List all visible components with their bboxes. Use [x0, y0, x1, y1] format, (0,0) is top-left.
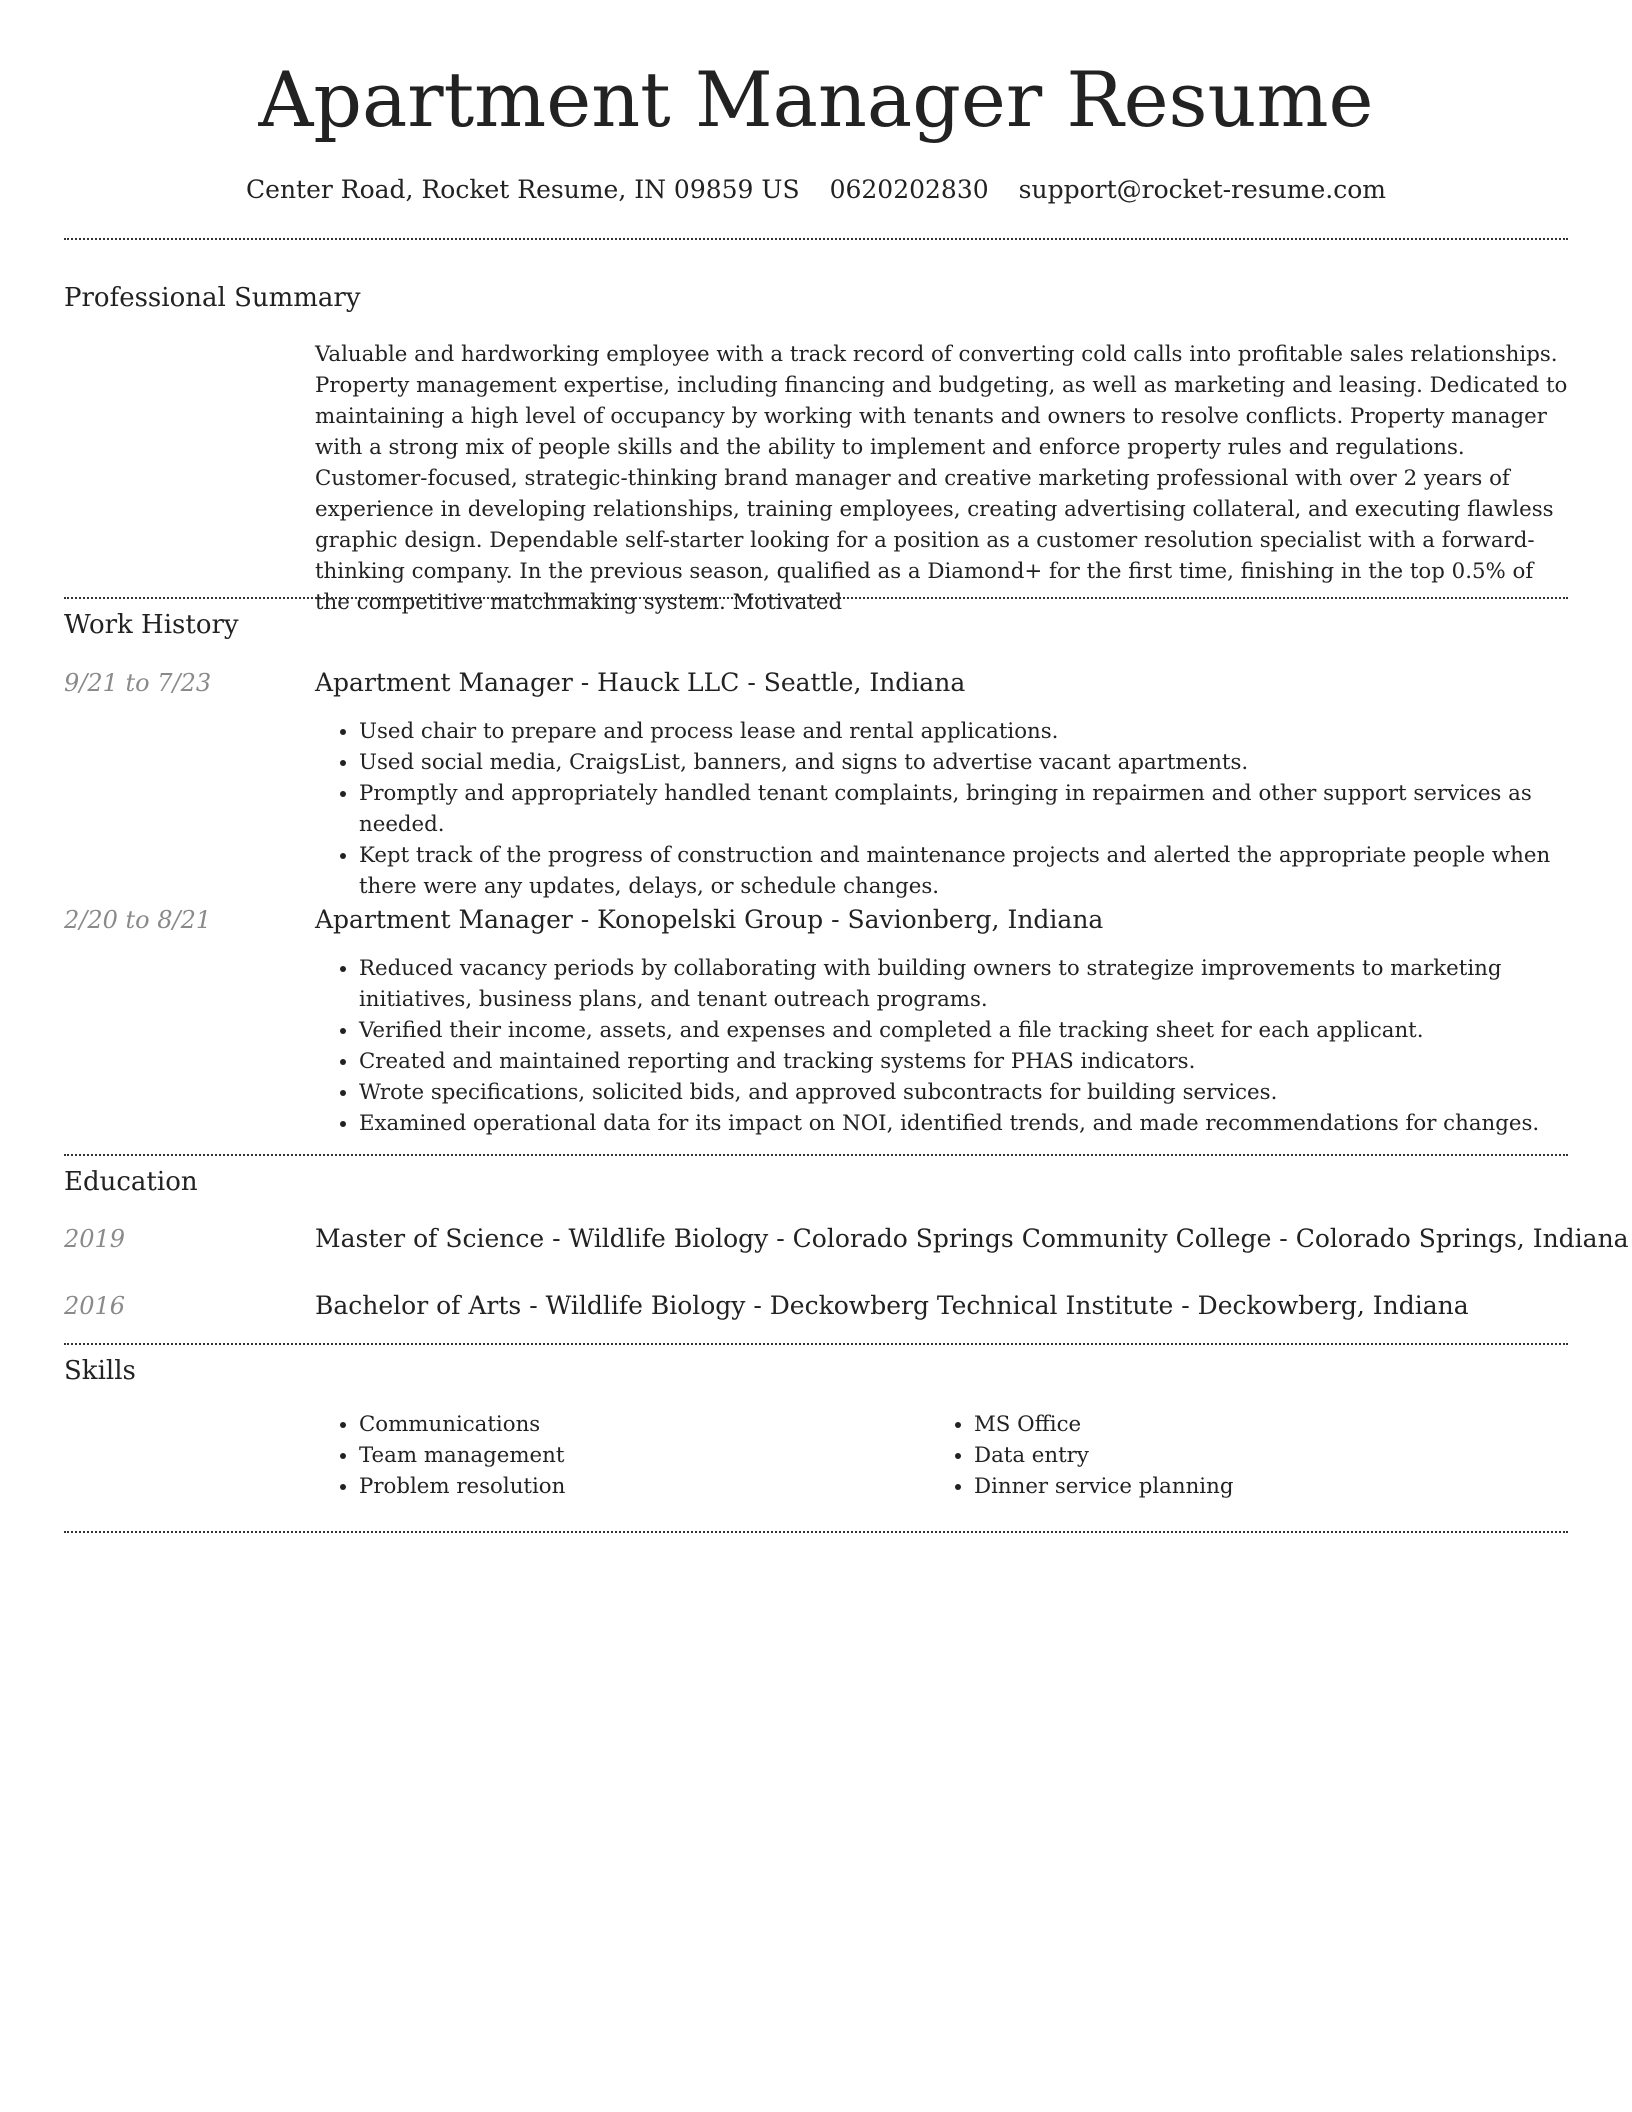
job-bullet: • Promptly and appropriately handled tenant complaints, bringing in repairmen and other support services as needed. — [359, 778, 1573, 840]
contact-address: Center Road, Rocket Resume, IN 09859 US — [246, 175, 800, 204]
skill-item: • Dinner service planning — [974, 1471, 1530, 1502]
divider — [64, 1531, 1568, 1533]
job-title: Apartment Manager - Hauck LLC - Seattle, Indiana — [315, 668, 966, 697]
contact-line — [0, 170, 1632, 210]
job-bullet: • Created and maintained reporting and tracking systems for PHAS indicators. — [359, 1046, 1573, 1077]
job-bullet: • Wrote specifications, solicited bids, and approved subcontracts for building services. — [359, 1077, 1573, 1108]
divider — [64, 597, 1568, 599]
divider — [64, 238, 1568, 240]
skills-list-left — [315, 1409, 915, 1502]
divider — [64, 1154, 1568, 1156]
skill-item: • MS Office — [974, 1409, 1530, 1440]
skill-item: • Communications — [359, 1409, 915, 1440]
contact-email: support@rocket-resume.com — [1018, 175, 1386, 204]
education-year: 2016 — [64, 1292, 126, 1320]
skill-item: • Problem resolution — [359, 1471, 915, 1502]
summary-text: Valuable and hardworking employee with a track record of converting cold calls into profitable sales relationships. Property management expertise, including financing and budgeting, as well as marketing and leasing. Dedicated to maintaining a high level of occupancy by working with tenants and owners to resolve conflicts. Property manager with a strong mix of people skills and the ability to implement and enforce property rules and regulations. Customer-focused, strategic-thinking brand manager and creative marketing professional with over 2 years of experience in developing relationships, training employees, creating advertising collateral, and executing flawless graphic design. Dependable self-starter looking for a position as a customer resolution specialist with a forward-thinking company. In the previous season, qualified as a Diamond+ for the first time, finishing in the top 0.5% of the competitive matchmaking system. Motivated — [315, 342, 1568, 615]
job-bullet: • Examined operational data for its impact on NOI, identified trends, and made recommendations for changes. — [359, 1108, 1573, 1139]
skills-list-right — [930, 1409, 1530, 1502]
skill-item: • Team management — [359, 1440, 915, 1471]
section-heading-summary: Professional Summary — [64, 283, 361, 313]
section-heading-work: Work History — [64, 610, 239, 640]
job-bullets — [315, 953, 1573, 1139]
job-bullet: • Kept track of the progress of construction and maintenance projects and alerted the appropriate people when there were any updates, delays, or schedule changes. — [359, 840, 1573, 902]
resume-title: Apartment Manager Resume — [258, 55, 1374, 144]
job-dates: 2/20 to 8/21 — [64, 906, 212, 934]
job-dates: 9/21 to 7/23 — [64, 669, 212, 697]
job-bullet: • Used social media, CraigsList, banners, and signs to advertise vacant apartments. — [359, 747, 1573, 778]
skill-item: • Data entry — [974, 1440, 1530, 1471]
contact-phone: 0620202830 — [829, 175, 989, 204]
education-title: Bachelor of Arts - Wildlife Biology - Deckowberg Technical Institute - Deckowberg, Indiana — [315, 1291, 1469, 1320]
section-heading-education: Education — [64, 1167, 198, 1197]
education-title: Master of Science - Wildlife Biology - Colorado Springs Community College - Colorado Springs, Indiana — [315, 1224, 1629, 1253]
job-bullets — [315, 716, 1573, 902]
education-year: 2019 — [64, 1225, 126, 1253]
divider — [64, 1343, 1568, 1345]
job-bullet: • Used chair to prepare and process lease and rental applications. — [359, 716, 1573, 747]
section-heading-skills: Skills — [64, 1356, 136, 1386]
job-title: Apartment Manager - Konopelski Group - Savionberg, Indiana — [315, 905, 1104, 934]
job-bullet: • Reduced vacancy periods by collaborating with building owners to strategize improvements to marketing initiatives, business plans, and tenant outreach programs. — [359, 953, 1573, 1015]
job-bullet: • Verified their income, assets, and expenses and completed a file tracking sheet for each applicant. — [359, 1015, 1573, 1046]
